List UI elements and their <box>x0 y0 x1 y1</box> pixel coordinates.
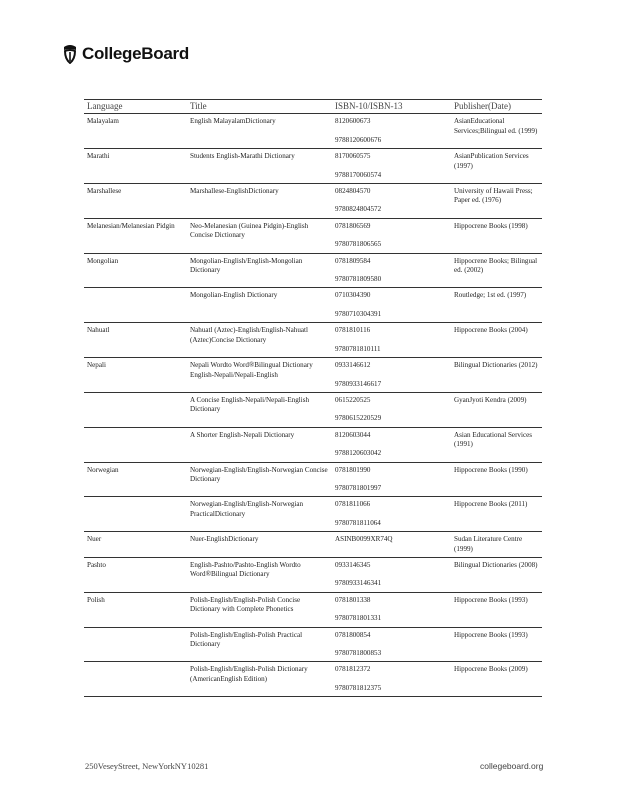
isbn-10: 0781810116 <box>335 326 371 335</box>
isbn-13: 9780824804572 <box>335 205 382 214</box>
isbn-10: ASINB0099XR74Q <box>335 535 393 544</box>
cell-publisher: Hippocrene Books (1993) <box>451 592 542 627</box>
cell-isbn <box>332 497 451 532</box>
table-row <box>84 627 542 662</box>
isbn-10: 0781812372 <box>335 665 371 674</box>
table-row <box>84 392 542 427</box>
isbn-10: 0933146612 <box>335 361 371 370</box>
cell-isbn <box>332 392 451 427</box>
cell-publisher: Hippocrene Books (2011) <box>451 497 542 532</box>
header-isbn: ISBN-10/ISBN-13 <box>332 100 451 114</box>
isbn-10: 0781809584 <box>335 256 371 265</box>
cell-language: Melanesian/Melanesian Pidgin <box>84 218 187 253</box>
cell-language: Malayalam <box>84 114 187 149</box>
table-row <box>84 114 542 149</box>
cell-language <box>84 662 187 697</box>
cell-isbn <box>332 323 451 358</box>
isbn-13: 9780781801997 <box>335 483 382 492</box>
cell-language: Nepali <box>84 358 187 393</box>
cell-title: Nuer-EnglishDictionary <box>187 532 332 558</box>
cell-language: Nuer <box>84 532 187 558</box>
isbn-10: 0615220525 <box>335 395 371 404</box>
cell-language <box>84 427 187 462</box>
table-row <box>84 462 542 497</box>
cell-publisher: Hippocrene Books (1998) <box>451 218 542 253</box>
table-row <box>84 288 542 323</box>
cell-language: Polish <box>84 592 187 627</box>
table-row <box>84 557 542 592</box>
isbn-13: 9780781809580 <box>335 275 382 284</box>
isbn-13: 9780781810111 <box>335 344 381 353</box>
cell-title: Norwegian-English/English-Norwegian PracticalDictionary <box>187 497 332 532</box>
cell-title: Norwegian-English/English-Norwegian Concise Dictionary <box>187 462 332 497</box>
isbn-10: 0781806569 <box>335 221 371 230</box>
cell-isbn <box>332 592 451 627</box>
cell-title: A Shorter English-Nepali Dictionary <box>187 427 332 462</box>
cell-isbn <box>332 149 451 184</box>
cell-publisher: Bilingual Dictionaries (2008) <box>451 557 542 592</box>
table-row <box>84 184 542 219</box>
cell-isbn <box>332 557 451 592</box>
cell-title: Neo-Melanesian (Guinea Pidgin)-English Concise Dictionary <box>187 218 332 253</box>
isbn-10: 0710304390 <box>335 291 371 300</box>
table-row <box>84 427 542 462</box>
cell-language <box>84 497 187 532</box>
acorn-logo-icon <box>62 44 78 64</box>
isbn-10: 0933146345 <box>335 560 371 569</box>
table-row <box>84 497 542 532</box>
cell-language: Mongolian <box>84 253 187 288</box>
cell-title: Nepali Wordto Word®Bilingual Dictionary English-Nepali/Nepali-English <box>187 358 332 393</box>
dictionary-table <box>84 99 542 697</box>
isbn-13: 9788120603042 <box>335 449 382 458</box>
cell-isbn <box>332 627 451 662</box>
cell-title: Marshallese-EnglishDictionary <box>187 184 332 219</box>
table-row <box>84 218 542 253</box>
isbn-10: 8120603044 <box>335 430 371 439</box>
isbn-13: 9780781806565 <box>335 240 382 249</box>
cell-title: English MalayalamDictionary <box>187 114 332 149</box>
isbn-10: 0781801338 <box>335 595 371 604</box>
cell-publisher: Routledge; 1st ed. (1997) <box>451 288 542 323</box>
cell-isbn <box>332 427 451 462</box>
table-header-row <box>84 100 542 114</box>
cell-isbn <box>332 114 451 149</box>
cell-publisher: Sudan Literature Centre (1999) <box>451 532 542 558</box>
isbn-10: 0781801990 <box>335 465 371 474</box>
isbn-13: 9780781800853 <box>335 649 382 657</box>
table-row <box>84 253 542 288</box>
cell-language <box>84 627 187 662</box>
table-row <box>84 358 542 393</box>
cell-isbn <box>332 532 451 558</box>
cell-isbn <box>332 358 451 393</box>
cell-language: Marshallese <box>84 184 187 219</box>
cell-language <box>84 392 187 427</box>
table-row <box>84 323 542 358</box>
isbn-10: 8120600673 <box>335 117 371 126</box>
cell-publisher: Hippocrene Books (2004) <box>451 323 542 358</box>
cell-language <box>84 288 187 323</box>
table-row <box>84 532 542 558</box>
cell-publisher: Bilingual Dictionaries (2012) <box>451 358 542 393</box>
brand-name: CollegeBoard <box>82 44 189 63</box>
cell-title: Students English-Marathi Dictionary <box>187 149 332 184</box>
cell-isbn <box>332 184 451 219</box>
cell-title: Mongolian-English Dictionary <box>187 288 332 323</box>
isbn-10: 8170060575 <box>335 152 371 161</box>
table-row <box>84 149 542 184</box>
isbn-13: 9780781812375 <box>335 683 382 692</box>
isbn-13: 9780933146341 <box>335 579 382 588</box>
cell-language: Norwegian <box>84 462 187 497</box>
cell-language: Pashto <box>84 557 187 592</box>
cell-title: Polish-English/English-Polish Practical Dictionary <box>187 627 332 662</box>
footer-address: 250VeseyStreet, NewYorkNY10281 <box>85 761 209 771</box>
isbn-13: 9780710304391 <box>335 309 382 318</box>
cell-publisher: GyanJyoti Kendra (2009) <box>451 392 542 427</box>
table-row <box>84 592 542 627</box>
cell-isbn <box>332 288 451 323</box>
cell-language: Nahuatl <box>84 323 187 358</box>
header-title: Title <box>187 100 332 114</box>
collegeboard-logo <box>62 44 189 64</box>
cell-publisher: AsianPublication Services (1997) <box>451 149 542 184</box>
cell-title: English-Pashto/Pashto-English Wordto Word®Bilingual Dictionary <box>187 557 332 592</box>
isbn-10: 0781800854 <box>335 630 371 639</box>
cell-isbn <box>332 462 451 497</box>
isbn-13: 9788170060574 <box>335 170 382 179</box>
cell-title: Nahuatl (Aztec)-English/English-Nahuatl (Aztec)Concise Dictionary <box>187 323 332 358</box>
isbn-13: 9780781811064 <box>335 518 381 527</box>
header-language: Language <box>84 100 187 114</box>
header-publisher: Publisher(Date) <box>451 100 542 114</box>
isbn-10: 0824804570 <box>335 187 371 196</box>
cell-title: Polish-English/English-Polish Concise Dictionary with Complete Phonetics <box>187 592 332 627</box>
cell-publisher: Hippocrene Books (1990) <box>451 462 542 497</box>
cell-isbn <box>332 662 451 697</box>
cell-publisher: Hippocrene Books (2009) <box>451 662 542 697</box>
cell-publisher: Asian Educational Services (1991) <box>451 427 542 462</box>
cell-title: A Concise English-Nepali/Nepali-English Dictionary <box>187 392 332 427</box>
cell-isbn <box>332 253 451 288</box>
cell-isbn <box>332 218 451 253</box>
footer-website: collegeboard.org <box>480 761 544 771</box>
cell-publisher: Hippocrene Books (1993) <box>451 627 542 662</box>
cell-publisher: Hippocrene Books; Bilingual ed. (2002) <box>451 253 542 288</box>
isbn-10: 0781811066 <box>335 500 371 509</box>
isbn-13: 9780615220529 <box>335 414 382 423</box>
isbn-13: 9788120600676 <box>335 135 382 144</box>
table-row <box>84 662 542 697</box>
isbn-13: 9780781801331 <box>335 614 382 623</box>
cell-publisher: University of Hawaii Press; Paper ed. (1976) <box>451 184 542 219</box>
isbn-13: 9780933146617 <box>335 379 382 388</box>
cell-title: Polish-English/English-Polish Dictionary (AmericanEnglish Edition) <box>187 662 332 697</box>
cell-publisher: AsianEducational Services;Bilingual ed. (1999) <box>451 114 542 149</box>
cell-language: Marathi <box>84 149 187 184</box>
cell-title: Mongolian-English/English-Mongolian Dictionary <box>187 253 332 288</box>
